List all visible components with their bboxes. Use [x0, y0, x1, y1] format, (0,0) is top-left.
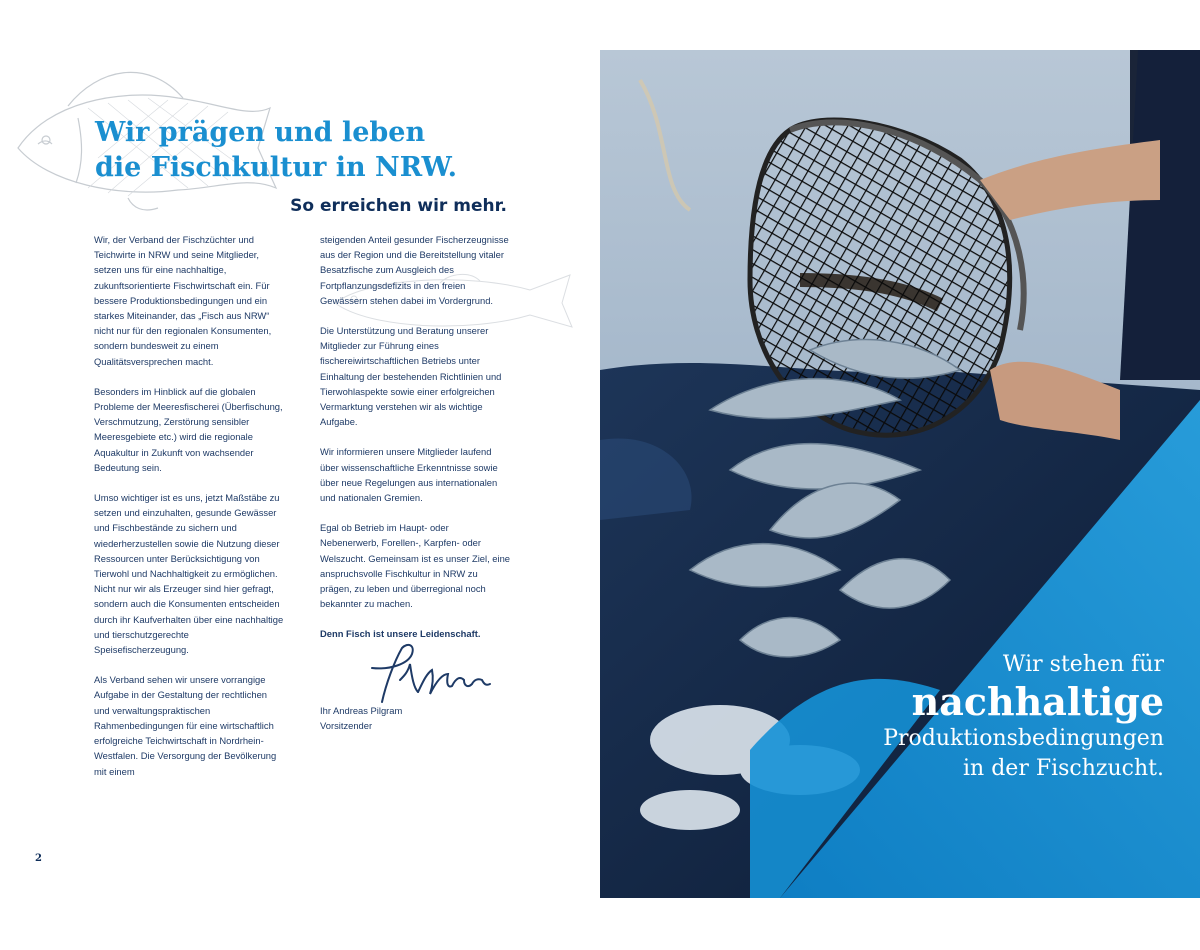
paragraph: steigenden Anteil gesunder Fischerzeugnisse aus der Region und die Bereitstellung vitaler Besatzfische zum Ausgleich des Fortpflanzungsdefizits in den freien Gewässern stehen dabei im Vordergrund.: [320, 234, 509, 306]
claim-text: [883, 650, 1164, 784]
page-headline: [95, 115, 457, 185]
text-column-right: [320, 232, 510, 657]
right-page: [600, 50, 1200, 898]
paragraph: Die Unterstützung und Beratung unserer Mitglieder zur Führung eines fischereiwirtschaftlichen Betriebs unter Einhaltung der bestehenden Richtlinien und Tierwohlaspekte sowie einer erfolgreichen Vermarktung verstehen wir als wichtige Aufgabe.: [320, 325, 502, 428]
page-subheadline: So erreichen wir mehr.: [290, 196, 507, 216]
paragraph: Umso wichtiger ist es uns, jetzt Maßstäbe zu setzen und einzuhalten, gesunde Gewässer und Fischbestände zu sichern und wiederherzustellen sowie die Nutzung dieser Ressourcen unter Berücksichtigung von Tierwohl und Nachhaltigkeit zu ermöglichen. Nicht nur wir als Erzeuger sind hier gefragt, sondern auch die Konsumenten entscheiden durch ihr Kaufverhalten über eine nachhaltige und tierschutzgerechte Speisefischerzeugung.: [94, 492, 284, 656]
headline-line-2: die Fischkultur in NRW.: [95, 152, 458, 183]
claim-line-3: Produktionsbedingungen: [883, 726, 1164, 751]
closing-statement: Denn Fisch ist unsere Leidenschaft.: [320, 628, 481, 640]
page-number: 2: [35, 853, 42, 864]
handwritten-signature: [360, 640, 500, 710]
paragraph: Egal ob Betrieb im Haupt- oder Nebenerwerb, Forellen-, Karpfen- oder Welszucht. Gemeinsam ist es unser Ziel, eine anspruchsvolle Fischkultur in NRW zu prägen, zu leben und überregional noch bekannter zu machen.: [320, 522, 511, 610]
paragraph: Wir informieren unsere Mitglieder laufend über wissenschaftliche Erkenntnisse sowie über neue Regelungen aus internationalen und nationalen Gremien.: [320, 446, 498, 504]
text-column-left: [94, 232, 284, 794]
claim-line-1: Wir stehen für: [1002, 652, 1164, 677]
signer-name: Ihr Andreas Pilgram: [320, 705, 403, 716]
paragraph: Wir, der Verband der Fischzüchter und Teichwirte in NRW und seine Mitglieder, setzen uns für eine nachhaltige, zukunftsorientierte Fischwirtschaft ein. Für bessere Produktionsbedingungen und ein starkes Miteinander, das „Fisch aus NRW“ nicht nur für den regionalen Konsumenten, sondern bundesweit zu einem Qualitätsversprechen macht.: [94, 234, 272, 367]
paragraph: Besonders im Hinblick auf die globalen Probleme der Meeresfischerei (Überfischung, Verschmutzung, Zerstörung sensibler Meeresgebiete etc.) wird die regionale Aquakultur in Zukunft von wachsender Bedeutung sein.: [94, 385, 283, 473]
signer-block: [320, 703, 510, 733]
signer-title: Vorsitzender: [320, 720, 373, 731]
claim-line-4: in der Fischzucht.: [963, 756, 1164, 781]
paragraph: Als Verband sehen wir unsere vorrangige Aufgabe in der Gestaltung der rechtlichen und verwaltungspraktischen Rahmenbedingungen für eine wirtschaftlich erfolgreiche Teichwirtschaft in Nordrhein-Westfalen. Die Versorgung der Bevölkerung mit einem: [94, 674, 277, 777]
headline-line-1: Wir prägen und leben: [95, 117, 426, 148]
claim-line-2: nachhaltige: [911, 679, 1164, 724]
